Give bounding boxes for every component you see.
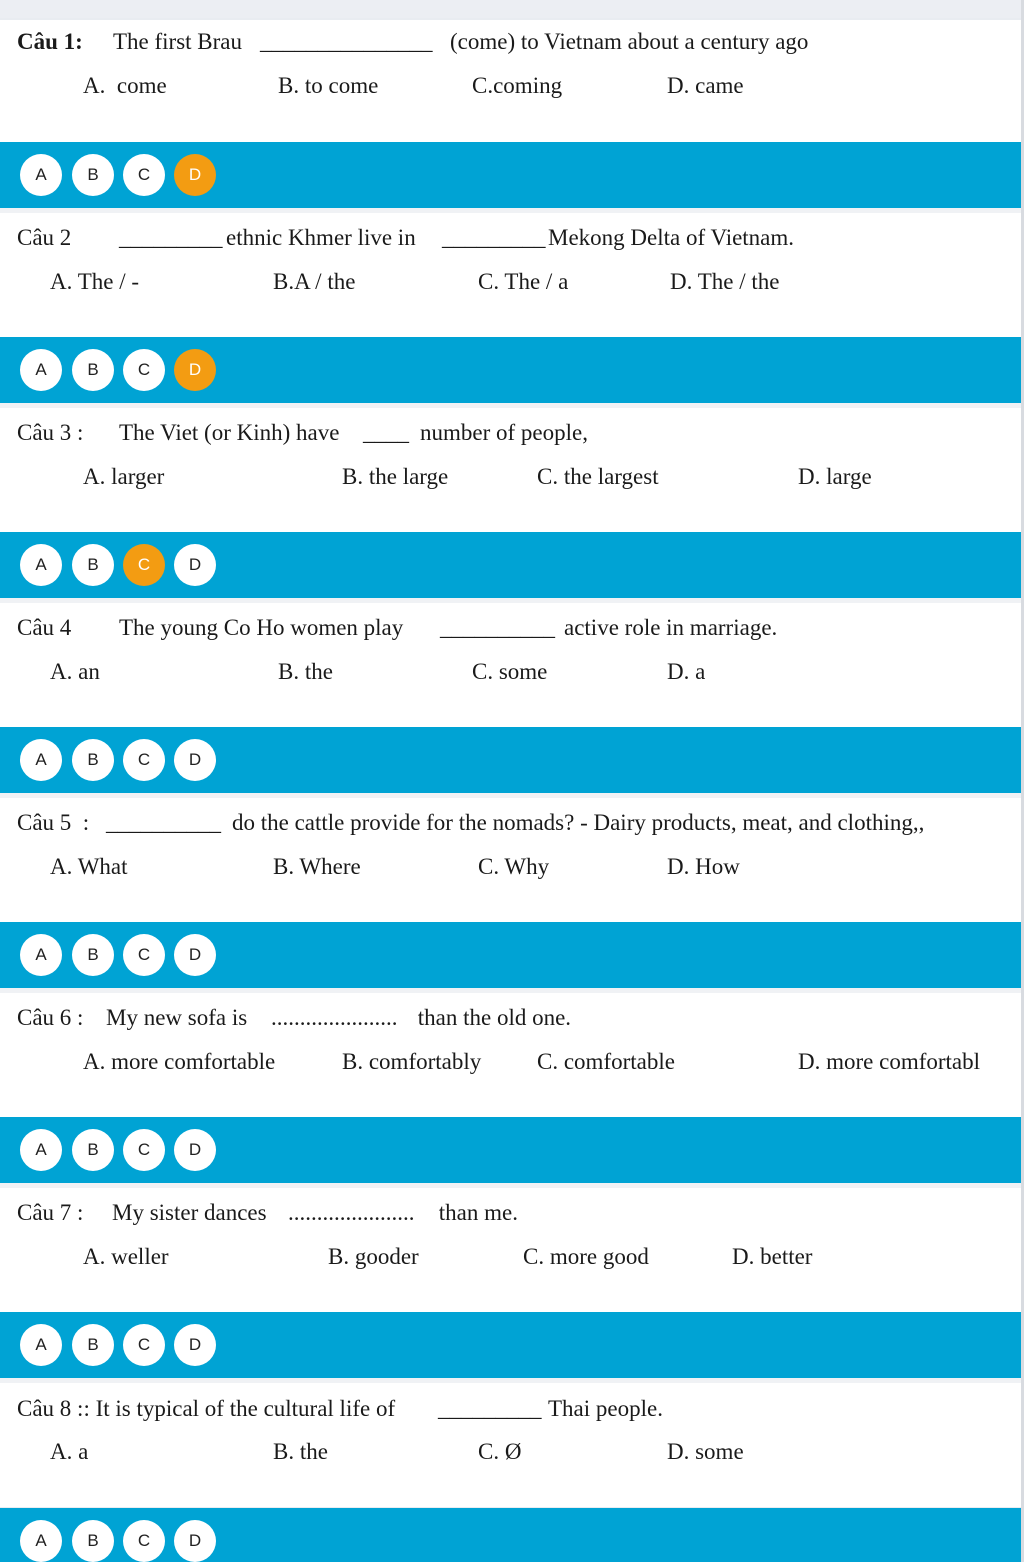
answer-a-button[interactable]: A [20, 1129, 62, 1171]
question-6-number: Câu 6 : [17, 1005, 84, 1030]
answer-b-button[interactable]: B [72, 739, 114, 781]
question-6-part: My new sofa is [106, 1005, 253, 1030]
answer-c-button[interactable]: C [123, 739, 165, 781]
option-d: D. better [732, 1244, 813, 1269]
question-3-part: number of people, [420, 420, 588, 445]
question-8 [0, 1383, 1024, 1507]
answer-c-button[interactable]: C [123, 1520, 165, 1562]
answer-d-button[interactable]: D [174, 1324, 216, 1366]
question-7-blank: ...................... [288, 1200, 415, 1225]
answer-d-button[interactable]: D [174, 349, 216, 391]
question-3-blank: ____ [363, 420, 409, 445]
answer-bar-3 [0, 532, 1024, 598]
answer-a-button[interactable]: A [20, 1324, 62, 1366]
option-b: B. the [278, 659, 333, 684]
answer-c-button[interactable]: C [123, 1324, 165, 1366]
answer-c-button[interactable]: C [123, 934, 165, 976]
question-2-blank: _________ [119, 225, 223, 250]
option-b: B.A / the [273, 269, 356, 294]
question-2-part: Mekong Delta of Vietnam. [548, 225, 795, 250]
answer-d-button[interactable]: D [174, 1520, 216, 1562]
option-a: A. a [50, 1439, 89, 1464]
option-c: C. Ø [478, 1439, 522, 1464]
option-c: C. more good [523, 1244, 649, 1269]
answer-c-button[interactable]: C [123, 544, 165, 586]
option-a: A. an [50, 659, 100, 684]
question-4-blank: __________ [440, 615, 555, 640]
question-1-part: (come) to Vietnam about a century ago [450, 29, 809, 54]
question-7-part: than me. [433, 1200, 518, 1225]
answer-a-button[interactable]: A [20, 544, 62, 586]
question-1-text [0, 20, 1024, 64]
answer-bar-8 [0, 1508, 1024, 1562]
question-4-options [0, 650, 1024, 694]
answer-d-button[interactable]: D [174, 934, 216, 976]
answer-d-button[interactable]: D [174, 154, 216, 196]
answer-bar-6 [0, 1117, 1024, 1183]
question-8-part: Thai people. [548, 1396, 663, 1421]
option-a: A. What [50, 854, 128, 879]
answer-d-button[interactable]: D [174, 739, 216, 781]
question-3-number: Câu 3 : [17, 420, 84, 445]
question-8-options [0, 1430, 1024, 1474]
question-1 [0, 20, 1024, 142]
question-3-text [0, 411, 1024, 455]
question-1-number: Câu 1: [17, 29, 83, 54]
option-d: D. large [798, 464, 872, 489]
option-c: C. some [472, 659, 548, 684]
question-8-number: Câu 8 :: It is typical of the cultural life of [17, 1396, 396, 1421]
option-a: A. The / - [50, 269, 140, 294]
question-3-part: The Viet (or Kinh) have [119, 420, 340, 445]
answer-a-button[interactable]: A [20, 934, 62, 976]
question-4-number: Câu 4 [17, 615, 72, 640]
question-2-text [0, 216, 1024, 260]
option-b: B. the [273, 1439, 328, 1464]
option-b: B. to come [278, 73, 379, 98]
question-3-options [0, 455, 1024, 499]
question-2-number: Câu 2 [17, 225, 72, 250]
answer-b-button[interactable]: B [72, 1324, 114, 1366]
answer-bar-4 [0, 727, 1024, 793]
option-d: D. The / the [670, 269, 780, 294]
question-7 [0, 1188, 1024, 1312]
question-5 [0, 798, 1024, 922]
option-b: B. gooder [328, 1244, 419, 1269]
answer-a-button[interactable]: A [20, 739, 62, 781]
answer-a-button[interactable]: A [20, 349, 62, 391]
question-4-part: The young Co Ho women play [119, 615, 410, 640]
answer-d-button[interactable]: D [174, 544, 216, 586]
top-band [0, 0, 1024, 18]
question-4 [0, 603, 1024, 727]
option-d: D. came [667, 73, 744, 98]
answer-b-button[interactable]: B [72, 544, 114, 586]
option-b: B. Where [273, 854, 361, 879]
question-3 [0, 408, 1024, 532]
answer-bar-5 [0, 922, 1024, 988]
question-8-text [0, 1387, 1024, 1431]
answer-a-button[interactable]: A [20, 154, 62, 196]
question-7-number: Câu 7 : [17, 1200, 84, 1225]
option-c: C. the largest [537, 464, 659, 489]
option-b: B. comfortably [342, 1049, 482, 1074]
question-6-options [0, 1040, 1024, 1084]
answer-c-button[interactable]: C [123, 1129, 165, 1171]
answer-d-button[interactable]: D [174, 1129, 216, 1171]
question-6-blank: ...................... [271, 1005, 398, 1030]
option-d: D. some [667, 1439, 744, 1464]
answer-bar-2 [0, 337, 1024, 403]
question-2-part: ethnic Khmer live in [226, 225, 422, 250]
option-c: C.coming [472, 73, 563, 98]
option-c: C. Why [478, 854, 550, 879]
question-1-blank: _______________ [260, 29, 433, 54]
option-d: D. a [667, 659, 706, 684]
question-5-part: do the cattle provide for the nomads? - Dairy products, meat, and clothing,, [232, 810, 925, 835]
answer-c-button[interactable]: C [123, 349, 165, 391]
answer-b-button[interactable]: B [72, 934, 114, 976]
option-a: A. come [83, 73, 167, 98]
answer-a-button[interactable]: A [20, 1520, 62, 1562]
question-5-number: Câu 5 : [17, 810, 90, 835]
question-6-text [0, 996, 1024, 1040]
answer-bar-7 [0, 1312, 1024, 1378]
question-5-text [0, 801, 1024, 845]
question-1-part: The first Brau [113, 29, 248, 54]
question-1-options [0, 64, 1024, 108]
option-c: C. The / a [478, 269, 569, 294]
question-7-text [0, 1191, 1024, 1235]
answer-c-button[interactable]: C [123, 154, 165, 196]
question-4-part: active role in marriage. [564, 615, 778, 640]
question-6 [0, 993, 1024, 1117]
question-7-part: My sister dances [112, 1200, 273, 1225]
question-5-options [0, 845, 1024, 889]
option-b: B. the large [342, 464, 449, 489]
answer-b-button[interactable]: B [72, 349, 114, 391]
option-d: D. How [667, 854, 740, 879]
question-2 [0, 213, 1024, 337]
question-2-options [0, 260, 1024, 304]
answer-b-button[interactable]: B [72, 1129, 114, 1171]
question-5-blank: __________ [106, 810, 221, 835]
option-a: A. weller [83, 1244, 169, 1269]
answer-b-button[interactable]: B [72, 1520, 114, 1562]
question-8-blank: _________ [438, 1396, 542, 1421]
option-a: A. larger [83, 464, 165, 489]
question-7-options [0, 1235, 1024, 1279]
option-a: A. more comfortable [83, 1049, 276, 1074]
question-6-part: than the old one. [412, 1005, 572, 1030]
question-4-text [0, 606, 1024, 650]
answer-bar-1 [0, 142, 1024, 208]
option-d: D. more comfortabl [798, 1049, 981, 1074]
option-c: C. comfortable [537, 1049, 675, 1074]
answer-b-button[interactable]: B [72, 154, 114, 196]
question-2-blank: _________ [442, 225, 546, 250]
